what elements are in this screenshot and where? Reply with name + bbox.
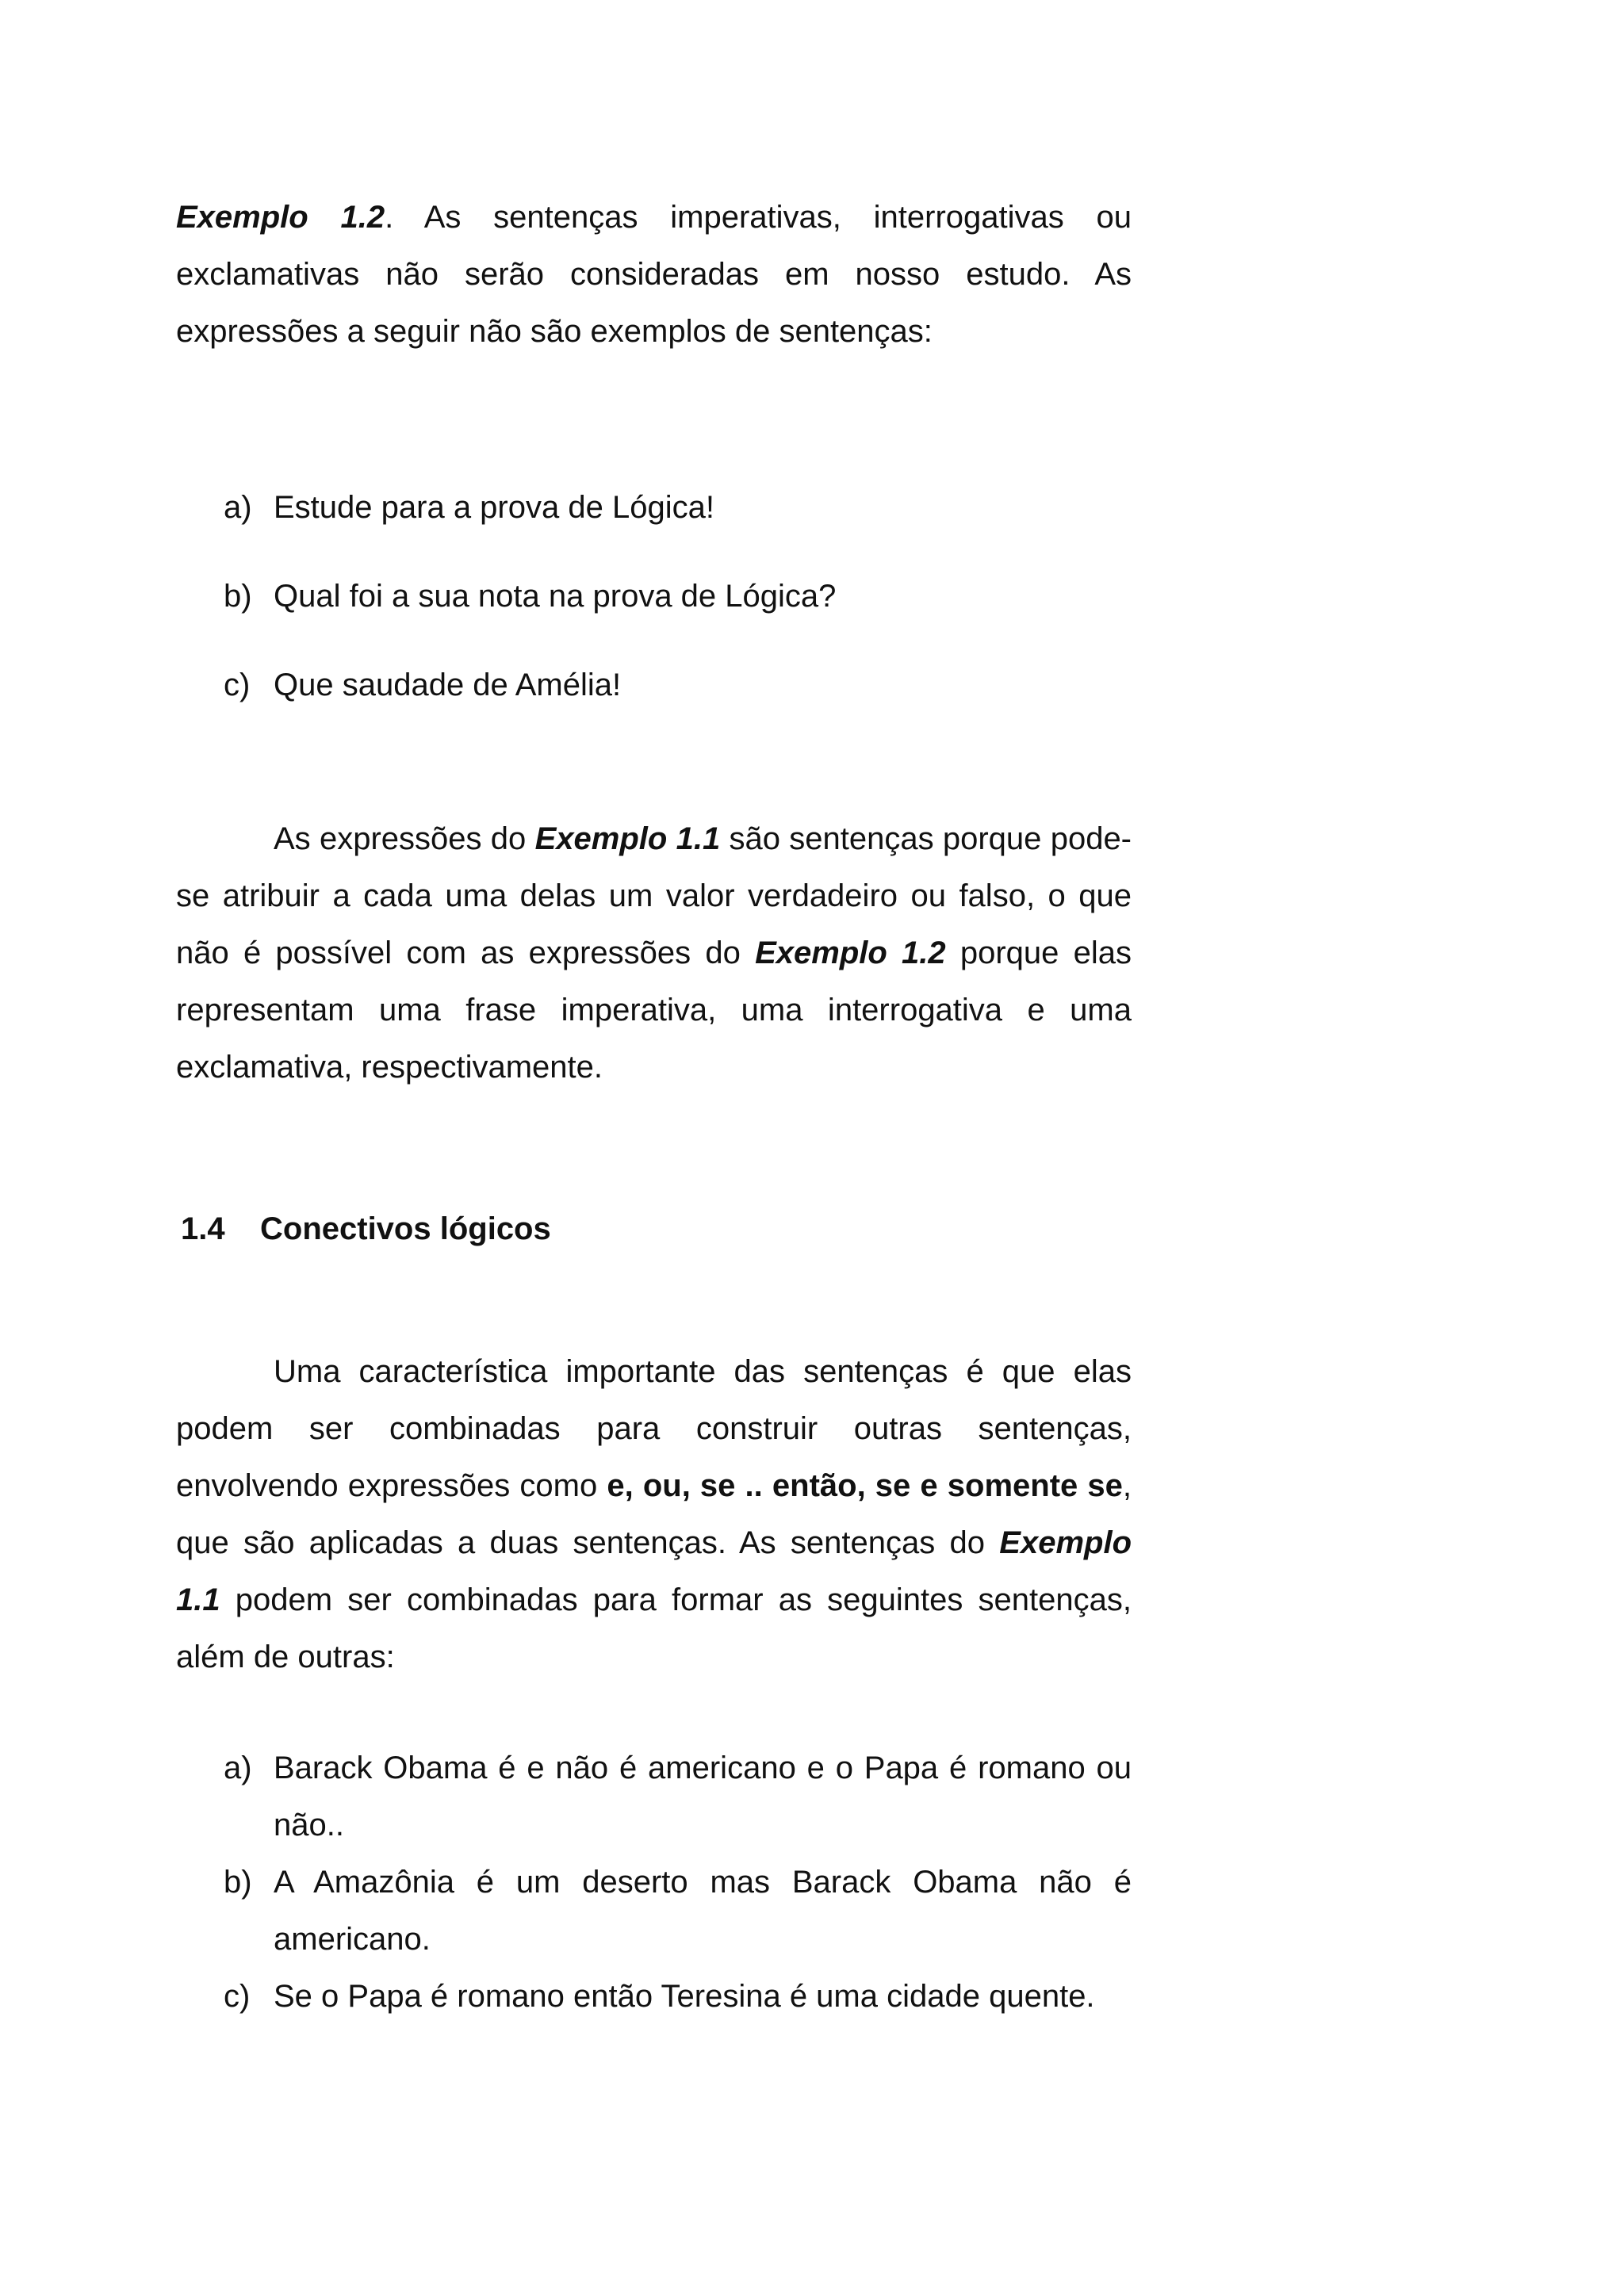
list-marker: a)	[224, 490, 252, 525]
list-item-text: Que saudade de Amélia!	[274, 668, 622, 702]
list-item-text: Se o Papa é romano então Teresina é uma cidade quente.	[274, 1979, 1095, 2014]
section-number: 1.4	[181, 1211, 225, 1246]
list-item-text: A Amazônia é um deserto mas Barack Obama não é americano.	[274, 1865, 1132, 1957]
list-marker: c)	[224, 668, 251, 702]
list-marker: c)	[224, 1979, 251, 2014]
list-marker: a)	[224, 1751, 252, 1785]
list-item-text: Estude para a prova de Lógica!	[274, 490, 714, 525]
list-item-text: Qual foi a sua nota na prova de Lógica?	[274, 579, 837, 614]
list-marker: b)	[224, 1865, 252, 1900]
connectives-text-1: Uma característica importante das sentenças é que elas podem ser combinadas para construir outras sentenças, envolvendo expressões como	[176, 1354, 1132, 1503]
explanation-text-2: são sentenças porque pode-se atribuir a cada uma delas um valor verdadeiro ou falso, o que não é possível com as expressões do	[176, 821, 1132, 970]
explanation-text-3: porque elas representam uma frase imperativa, uma interrogativa e uma exclamativa, respectivamente.	[176, 936, 1132, 1085]
list-item	[176, 568, 1132, 625]
combined-sentence-list	[176, 1739, 1132, 2025]
section-title: Conectivos lógicos	[260, 1211, 551, 1246]
section-heading	[176, 1200, 1132, 1257]
list-item-text: Barack Obama é e não é americano e o Papa é romano ou não..	[274, 1751, 1132, 1843]
connectives-text-2: , que são aplicadas a duas sentenças. As sentenças do	[176, 1468, 1132, 1560]
connectives-text-3: podem ser combinadas para formar as seguintes sentenças, além de outras:	[176, 1582, 1132, 1674]
explanation-paragraph	[176, 810, 1132, 1096]
example-reference: Exemplo 1.2	[755, 936, 946, 970]
list-marker: b)	[224, 579, 252, 614]
connectives-list: e, ou, se .. então, se e somente se	[607, 1468, 1123, 1503]
list-item	[176, 479, 1132, 536]
list-item	[176, 656, 1132, 714]
explanation-text-1: As expressões do	[274, 821, 535, 856]
example-reference: Exemplo 1.1	[534, 821, 721, 856]
example-reference: Exemplo 1.1	[176, 1525, 1132, 1617]
connectives-paragraph	[176, 1343, 1132, 1686]
list-item	[176, 1968, 1132, 2025]
page-content	[176, 189, 1132, 2025]
non-sentence-list	[176, 479, 1132, 714]
example-1-2-paragraph	[176, 189, 1132, 360]
example-label: Exemplo 1.2	[176, 200, 385, 235]
example-text: . As sentenças imperativas, interrogativas ou exclamativas não serão consideradas em nosso estudo. As expressões a seguir não são exemplos de sentenças:	[176, 200, 1132, 349]
list-item	[176, 1739, 1132, 1854]
list-item	[176, 1854, 1132, 1968]
